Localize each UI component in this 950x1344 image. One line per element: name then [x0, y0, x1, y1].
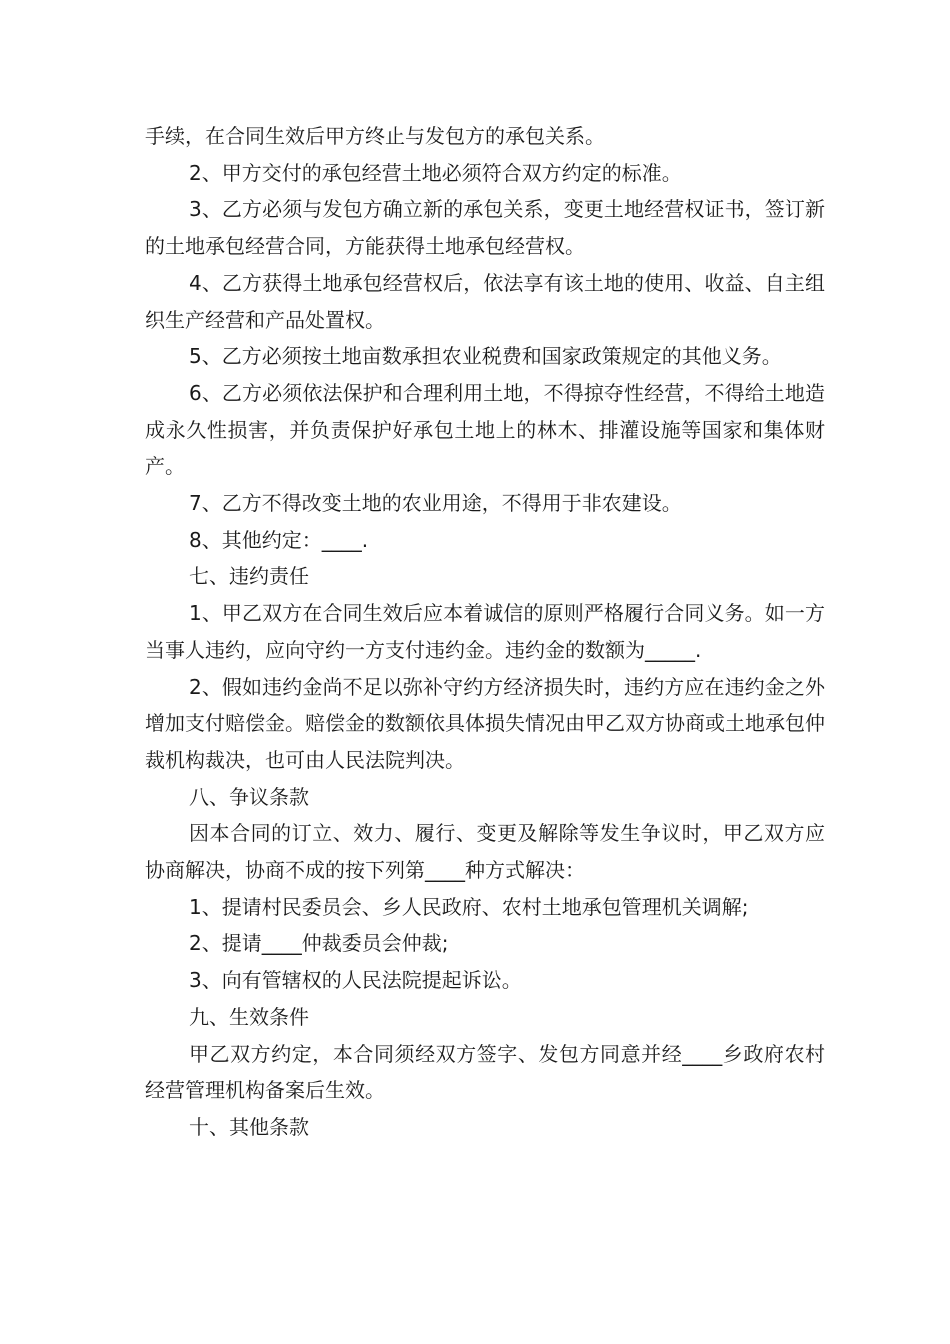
- paragraph: 3、乙方必须与发包方确立新的承包关系，变更土地经营权证书，签订新的土地承包经营合同，方能获得土地承包经营权。: [145, 197, 825, 259]
- paragraph: 因本合同的订立、效力、履行、变更及解除等发生争议时，甲乙双方应协商解决，协商不成的按下列第____种方式解决：: [145, 821, 825, 883]
- paragraph: 1、提请村民委员会、乡人民政府、农村土地承包管理机关调解;: [189, 894, 749, 919]
- paragraph: 6、乙方必须依法保护和合理利用土地，不得掠夺性经营，不得给土地造成永久性损害，并负责保护好承包土地上的林木、排灌设施等国家和集体财产。: [145, 380, 825, 479]
- paragraph: 1、甲乙双方在合同生效后应本着诚信的原则严格履行合同义务。如一方当事人违约，应向守约一方支付违约金。违约金的数额为_____.: [145, 601, 825, 662]
- paragraph: 甲乙双方约定，本合同须经双方签字、发包方同意并经____乡政府农村经营管理机构备案后生效。: [145, 1041, 825, 1103]
- paragraph: 2、甲方交付的承包经营土地必须符合双方约定的标准。: [189, 160, 682, 185]
- section-heading: 七、违约责任: [189, 564, 309, 589]
- section-heading: 九、生效条件: [189, 1004, 309, 1029]
- paragraph: 3、向有管辖权的人民法院提起诉讼。: [189, 968, 522, 993]
- paragraph: 手续，在合同生效后甲方终止与发包方的承包关系。: [145, 124, 605, 148]
- paragraph: 2、提请____仲裁委员会仲裁;: [189, 931, 449, 956]
- paragraph: 7、乙方不得改变土地的农业用途，不得用于非农建设。: [189, 491, 682, 516]
- section-heading: 十、其他条款: [189, 1114, 309, 1139]
- document-body: [145, 118, 825, 1146]
- paragraph: 5、乙方必须按土地亩数承担农业税费和国家政策规定的其他义务。: [189, 344, 782, 369]
- paragraph: 4、乙方获得土地承包经营权后，依法享有该土地的使用、收益、自主组织生产经营和产品处置权。: [145, 270, 825, 332]
- section-heading: 八、争议条款: [189, 784, 309, 809]
- paragraph: 2、假如违约金尚不足以弥补守约方经济损失时，违约方应在违约金之外增加支付赔偿金。赔偿金的数额依具体损失情况由甲乙双方协商或土地承包仲裁机构裁决，也可由人民法院判决。: [145, 674, 825, 772]
- paragraph: 8、其他约定：____.: [189, 527, 369, 552]
